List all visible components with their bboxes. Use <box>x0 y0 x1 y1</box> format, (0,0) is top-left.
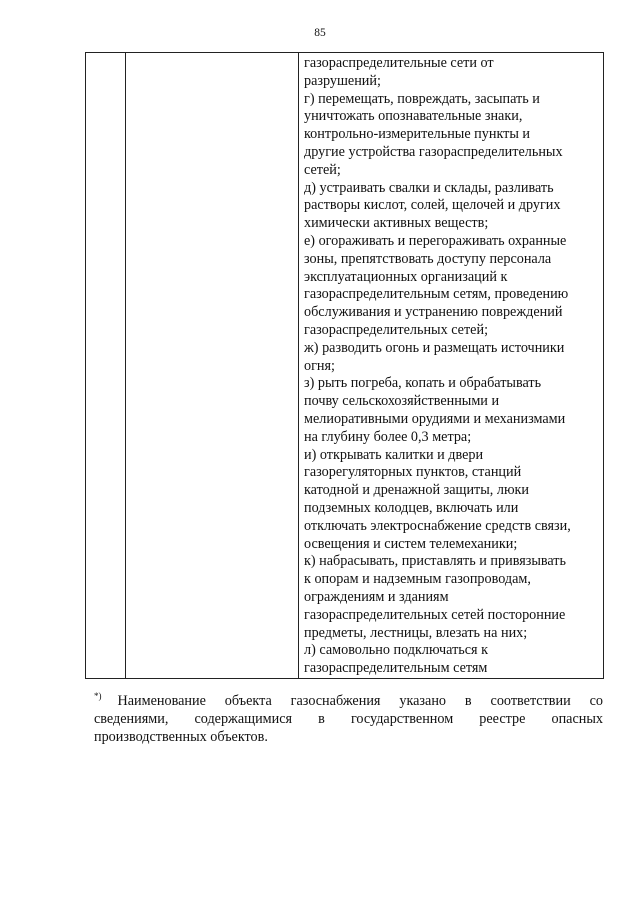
restriction-text-line: отключать электроснабжение средств связи, <box>304 517 571 534</box>
restriction-text-line: ж) разводить огонь и размещать источники <box>304 339 565 356</box>
restriction-text-line: газораспределительным сетям <box>304 660 488 677</box>
restriction-text-line: газораспределительных сетей посторонние <box>304 606 566 623</box>
restriction-text-line: разрушений; <box>304 72 381 89</box>
restriction-text-line: ограждениям и зданиям <box>304 588 449 605</box>
restrictions-text <box>299 53 603 678</box>
restriction-text-line: мелиоративными орудиями и механизмами <box>304 410 566 427</box>
restriction-text-line: подземных колодцев, включать или <box>304 499 519 516</box>
restriction-text-line: л) самовольно подключаться к <box>304 642 489 659</box>
restriction-text-line: газорегуляторных пунктов, станций <box>304 464 522 481</box>
restriction-text-line: е) огораживать и перегораживать охранные <box>304 232 567 249</box>
restriction-text-line: к опорам и надземным газопроводам, <box>304 571 531 588</box>
restriction-text-line: к) набрасывать, приставлять и привязывать <box>304 553 566 570</box>
footnote-marker: *) <box>94 691 102 701</box>
footnote <box>94 688 603 746</box>
restriction-text-line: и) открывать калитки и двери <box>304 446 484 463</box>
restriction-text-line: уничтожать опознавательные знаки, <box>304 108 523 125</box>
restriction-text-line: газораспределительные сети от <box>304 55 494 71</box>
footnote-line-1 <box>94 688 603 711</box>
restriction-text-line: контрольно-измерительные пункты и <box>304 126 531 143</box>
table-row <box>86 53 604 679</box>
footnote-line-3: производственных объектов. <box>94 728 268 745</box>
restriction-text-line: на глубину более 0,3 метра; <box>304 428 472 445</box>
footnote-line-1-text: Наименование объекта газоснабжения указано в соответствии со <box>117 693 603 709</box>
restriction-text-line: почву сельскохозяйственными и <box>304 393 500 410</box>
page-number: 85 <box>314 27 326 39</box>
restriction-text-line: д) устраивать свалки и склады, разливать <box>304 179 554 196</box>
restriction-text-line: обслуживания и устранению повреждений <box>304 304 563 321</box>
restriction-text-line: газораспределительных сетей; <box>304 321 489 338</box>
table-cell-object <box>126 53 299 679</box>
table-cell-restrictions <box>299 53 604 679</box>
restriction-text-line: з) рыть погреба, копать и обрабатывать <box>304 375 542 392</box>
restriction-text-line: катодной и дренажной защиты, люки <box>304 482 530 499</box>
restriction-text-line: огня; <box>304 357 335 374</box>
restriction-text-line: сетей; <box>304 161 341 178</box>
restriction-text-line: предметы, лестницы, влезать на них; <box>304 624 528 641</box>
restriction-text-line: г) перемещать, повреждать, засыпать и <box>304 90 540 107</box>
restriction-text-line: освещения и систем телемеханики; <box>304 535 518 552</box>
footnote-line-2: сведениями, содержащимися в государственном реестре опасных <box>94 710 603 727</box>
restriction-text-line: эксплуатационных организаций к <box>304 268 508 285</box>
restriction-text-line: газораспределительным сетям, проведению <box>304 286 569 303</box>
restriction-text-line: зоны, препятствовать доступу персонала <box>304 250 552 267</box>
restriction-text-line: другие устройства газораспределительных <box>304 143 563 160</box>
restrictions-table <box>85 52 604 679</box>
table-cell-number <box>86 53 126 679</box>
restriction-text-line: химически активных веществ; <box>304 215 489 232</box>
restriction-text-line: растворы кислот, солей, щелочей и других <box>304 197 561 214</box>
